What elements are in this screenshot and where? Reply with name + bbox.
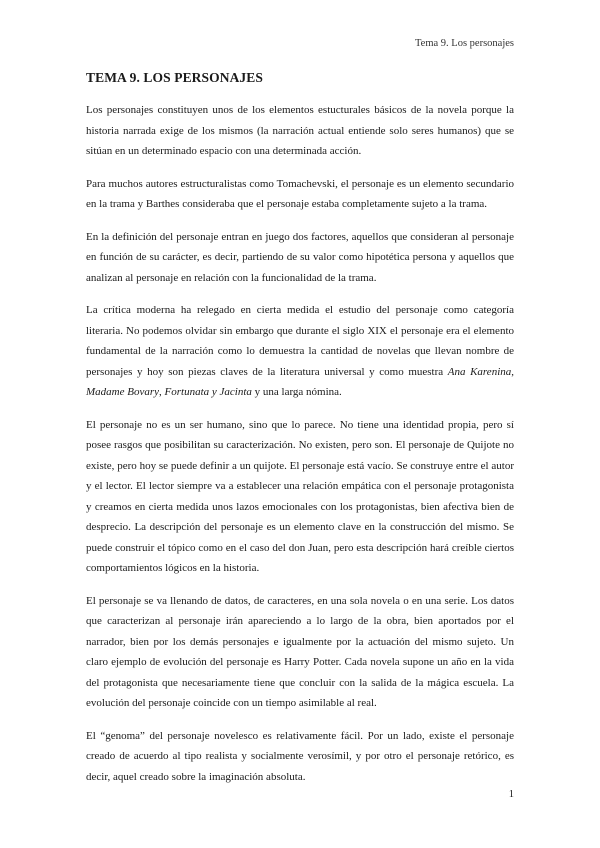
paragraph-4-text-c: ,	[159, 386, 165, 398]
document-body	[86, 70, 514, 799]
paragraph-3: En la definición del personaje entran en juego dos factores, aquellos que consideran al personaje en función de su carácter, es decir, partiendo de su valor como hipotética persona y aquellos que analizan al personaje en relación con la funcionalidad de la trama.	[86, 230, 514, 284]
paragraph-1: Los personajes constituyen unos de los elementos estucturales básicos de la novela porque la historia narrada exige de los mismos (la narración actual entiende solo seres humanos) que se sitúan en un determinado espacio con una determinada acción.	[86, 104, 514, 157]
book-title-madame-bovary: Madame Bovary	[86, 386, 160, 398]
paragraph-5: El personaje no es un ser humano, sino que lo parece. No tiene una identidad propia, pero sí posee rasgos que posibilitan su caracterización. No existen, pero son. El personaje de Quijote no existe, pero hoy se puede definir a un quijote. El personaje está vacío. Se construye entre el autor y el lector. El lector siempre va a establecer una relación empática con el personaje protagonista y creamos en cierta medida unos lazos emocionales con los protagonistas, bien afectiva bien de desprecio. La descripción del personaje es un elemento clave en la construcción del mismo. Se puede construir el tópico como en el caso del don Juan, pero esta descripción hará creíble ciertos comportamientos lógicos en la historia.	[86, 418, 514, 574]
paragraph-7: El “genoma” del personaje novelesco es relativamente fácil. Por un lado, existe el personaje creado de acuerdo al tipo realista y socialmente verosímil, y por otro el personaje retórico, es decir, aquel creado sobre la imaginación absoluta.	[86, 729, 514, 783]
running-header: Tema 9. Los personajes	[415, 38, 514, 49]
paragraph-4-text-d: y una larga nómina.	[251, 386, 342, 398]
page-title: TEMA 9. LOS PERSONAJES	[86, 70, 263, 85]
paragraph-4-text-b: ,	[511, 365, 514, 378]
book-title-ana-karenina: Ana Karenina	[447, 365, 512, 378]
book-title-fortunata-y-jacinta: Fortunata y Jacinta	[164, 386, 252, 398]
page-number: 1	[508, 789, 514, 800]
paragraph-4	[86, 300, 514, 403]
paragraph-2: Para muchos autores estructuralistas como Tomachevski, el personaje es un elemento secundario en la trama y Barthes consideraba que el personaje estaba completamente sujeto a la trama.	[86, 177, 514, 210]
paragraph-6: El personaje se va llenando de datos, de caracteres, en una sola novela o en una serie. Los datos que caracterizan al personaje irán apareciendo a lo largo de la obra, bien aportados por el narrador, bien por los demás personajes e igualmente por la actuación del mismo sujeto. Un claro ejemplo de evolución del personaje es Harry Potter. Cada novela supone un año en la vida del protagonista que necesariamente tiene que concluir con la salida de la mágica escuela. La evolución del personaje coincide con un tiempo asimilable al real.	[86, 594, 514, 709]
paragraph-4-text-a: La crítica moderna ha relegado en cierta medida el estudio del personaje como categoría literaria. No podemos olvidar sin embargo que durante el siglo XIX el personaje era el elemento fundamental de la narración como lo demuestra la cantidad de novelas que llevan nombre de personajes y hoy son piezas claves de la literatura universal y como muestra	[86, 304, 514, 378]
